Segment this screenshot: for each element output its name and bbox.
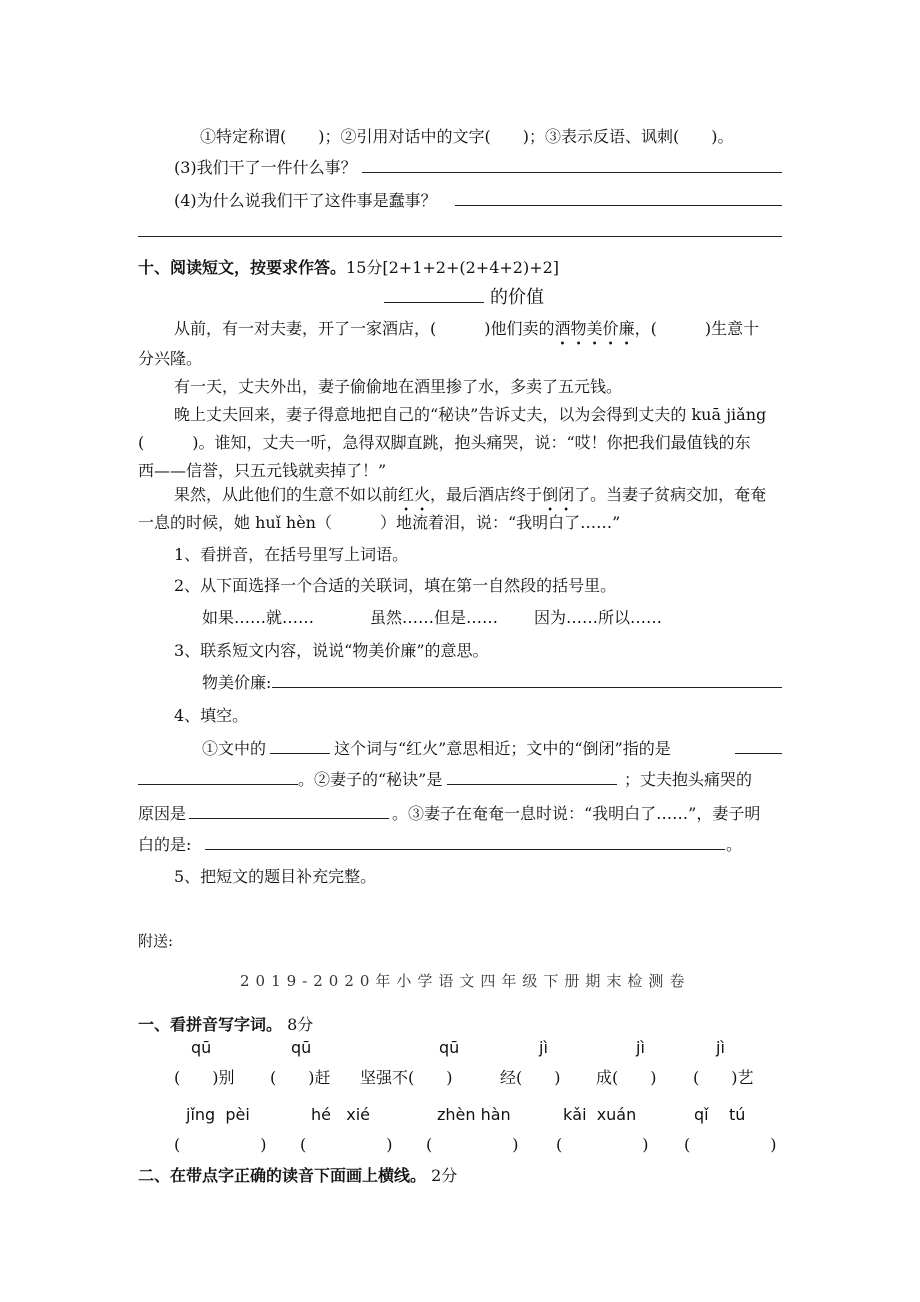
answer-bracket[interactable]: ( ): [684, 1135, 777, 1154]
answer-line[interactable]: [189, 818, 389, 819]
answer-bracket[interactable]: ( ): [174, 1135, 267, 1154]
passage-p3-line1: 晚上丈夫回来，妻子得意地把自己的“秘诀”告诉丈夫，以为会得到丈夫的 kuā jiǎng: [174, 405, 767, 424]
answer-line[interactable]: [455, 205, 782, 206]
text: 了。当妻子贫病交加，奄奄: [574, 485, 767, 504]
word-blank[interactable]: 经( ): [500, 1068, 561, 1087]
pinyin: qǐ tú: [694, 1105, 746, 1124]
fill-text: 。②妻子的“秘诀”是: [298, 770, 443, 789]
q9-question-3: (3)我们干了一件什么事？: [174, 158, 357, 177]
conjunction-option[interactable]: 虽然……但是……: [370, 608, 499, 627]
text: ，最后酒店终于: [430, 485, 543, 504]
pinyin: qū: [439, 1038, 460, 1057]
title-blank[interactable]: [384, 302, 484, 303]
appendix-label: 附送:: [138, 932, 174, 950]
passage-p4-line2: 一息的时候，她 huǐ hèn（ ）地流着泪，说：“我明白了……”: [138, 513, 621, 532]
word-blank[interactable]: ( )别: [174, 1068, 235, 1087]
answer-line[interactable]: [272, 687, 782, 688]
dotted-char: 火: [414, 485, 431, 504]
task-3: 3、联系短文内容，说说“物美价廉”的意思。: [174, 641, 489, 660]
task-2: 2、从下面选择一个合适的关联词，填在第一自然段的括号里。: [174, 576, 617, 595]
answer-bracket[interactable]: ( ): [426, 1135, 519, 1154]
dotted-char: 廉: [618, 319, 635, 338]
pinyin: jì: [716, 1038, 725, 1057]
passage-p3-line3: 西——信誉，只五元钱就卖掉了！”: [138, 461, 387, 480]
pinyin: jì: [636, 1038, 645, 1057]
q9-question-4: (4)为什么说我们干了这件事是蠢事？: [174, 191, 437, 210]
section-10-title: 十、阅读短文，按要求作答。: [138, 258, 347, 277]
text: 从前，有一对夫妻，开了一家酒店，( )他们卖的: [174, 319, 555, 338]
dotted-char: 物: [570, 319, 587, 338]
section-score: 2分: [431, 1166, 458, 1185]
text: ，( )生意十: [634, 319, 760, 338]
fill-text: 。: [726, 835, 743, 854]
fill-text: 这个词与“红火”意思相近；文中的“倒闭”指的是: [334, 739, 671, 758]
word-blank[interactable]: 成( ): [596, 1068, 657, 1087]
passage-p4-line1: [174, 482, 766, 505]
dotted-char: 倒: [542, 485, 559, 504]
appendix-title: 2019-2020年小学语文四年级下册期末检测卷: [240, 972, 691, 990]
word-blank[interactable]: ( )赶: [270, 1068, 331, 1087]
answer-bracket[interactable]: ( ): [300, 1135, 393, 1154]
word-blank[interactable]: ( )艺: [693, 1068, 754, 1087]
word-blank[interactable]: 坚强不( ): [360, 1068, 453, 1087]
fill-text: 白的是:: [138, 835, 192, 854]
answer-line[interactable]: [735, 753, 782, 754]
passage-p3-line2: ( )。谁知，丈夫一听，急得双脚直跳，抱头痛哭，说：“哎！你把我们最值钱的东: [138, 433, 751, 452]
task-4: 4、填空。: [174, 706, 249, 725]
pinyin: jì: [539, 1038, 548, 1057]
dotted-char: 闭: [558, 485, 575, 504]
task-1: 1、看拼音，在括号里写上词语。: [174, 545, 409, 564]
passage-title: 的价值: [490, 287, 544, 308]
answer-line[interactable]: [362, 172, 782, 173]
fill-text: 。③妻子在奄奄一息时说：“我明白了……”，妻子明: [392, 804, 761, 823]
section-title: 一、看拼音写字词。: [138, 1015, 283, 1034]
answer-line[interactable]: [205, 849, 725, 850]
task-3-label: 物美价廉:: [202, 673, 272, 692]
conjunction-option[interactable]: 如果……就……: [202, 608, 315, 627]
task-5: 5、把短文的题目补充完整。: [174, 867, 377, 886]
dotted-char: 价: [602, 319, 619, 338]
section-score: 8分: [287, 1015, 314, 1034]
section-10-score: 15分[2+1+2+(2+4+2)+2]: [346, 258, 560, 277]
text: 果然，从此他们的生意不如以前: [174, 485, 399, 504]
answer-line[interactable]: [447, 784, 617, 785]
appendix-section-1-heading: [138, 1012, 313, 1035]
pinyin: kǎi xuán: [563, 1105, 637, 1124]
fill-text: 原因是: [138, 804, 187, 823]
answer-line[interactable]: [138, 784, 298, 785]
fill-text: ①文中的: [202, 739, 267, 758]
appendix-section-2-heading: [138, 1163, 457, 1186]
dotted-char: 美: [586, 319, 603, 338]
fill-text: ；丈夫抱头痛哭的: [624, 770, 753, 789]
section-title: 二、在带点字正确的读音下面画上横线。: [138, 1166, 427, 1185]
conjunction-option[interactable]: 因为……所以……: [534, 608, 663, 627]
passage-p2: 有一天，丈夫外出，妻子偷偷地在酒里掺了水，多卖了五元钱。: [174, 377, 623, 396]
passage-p1-line1: [174, 316, 759, 339]
pinyin: jǐng pèi: [186, 1105, 250, 1124]
answer-line[interactable]: [270, 753, 330, 754]
dotted-char: 酒: [554, 319, 571, 338]
passage-p1-line2: 分兴隆。: [138, 349, 203, 368]
dotted-char: 红: [398, 485, 415, 504]
q9-markers-line: ①特定称谓( )；②引用对话中的文字( )；③表示反语、讽刺( )。: [200, 127, 734, 146]
section-10-heading: [138, 255, 559, 278]
pinyin: zhèn hàn: [437, 1105, 511, 1124]
pinyin: qū: [191, 1038, 212, 1057]
pinyin: qū: [291, 1038, 312, 1057]
answer-line[interactable]: [138, 236, 782, 237]
answer-bracket[interactable]: ( ): [556, 1135, 649, 1154]
pinyin: hé xié: [311, 1105, 370, 1124]
